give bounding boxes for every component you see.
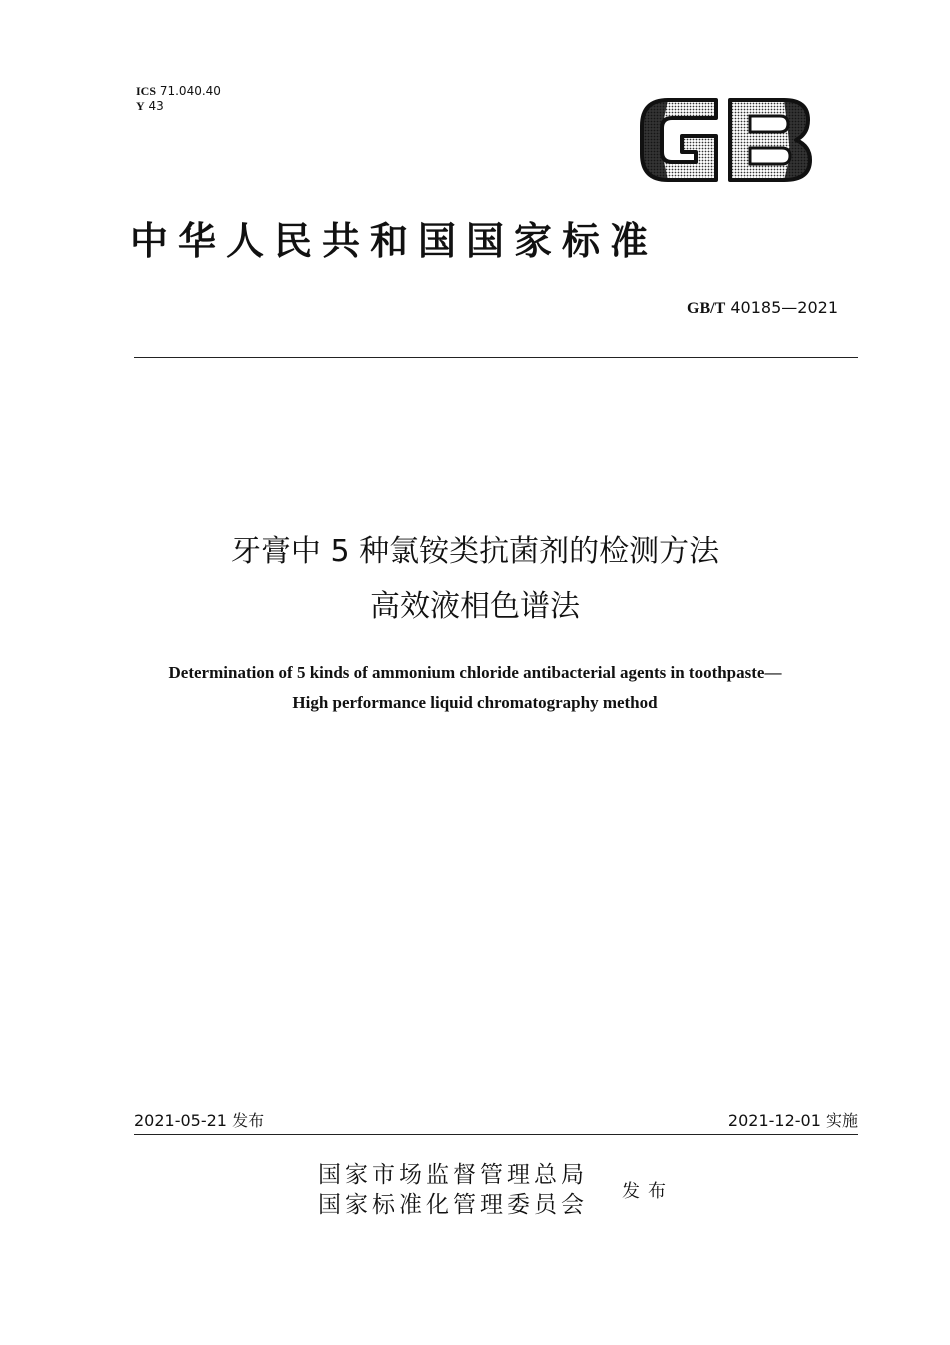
top-divider [134,357,858,358]
ccs-code: 43 [148,99,164,113]
standard-number [687,298,838,318]
national-standard-title: 中华人民共和国国家标准 [130,218,659,263]
effective-date: 2021-12-01 实施 [727,1111,858,1130]
publisher-sac: 国家标准化管理委员会 [318,1192,588,1218]
publishers [318,1160,588,1220]
english-title-line-1: Determination of 5 kinds of ammonium chloride antibacterial agents in toothpaste— [168,663,782,682]
publisher-samr: 国家市场监督管理总局 [318,1162,588,1188]
standard-prefix: GB/T [687,300,726,317]
bottom-divider [134,1134,858,1135]
classification-codes [136,84,221,114]
ics-line [136,84,221,99]
publish-label: 发布 [622,1181,674,1202]
ics-code: 71.040.40 [159,84,221,98]
ccs-line [136,99,221,114]
issue-date: 2021-05-21 发布 [134,1111,265,1130]
ics-key: ICS [136,84,157,98]
standard-code: 40185—2021 [730,298,838,317]
english-title-line-2: High performance liquid chromatography method [292,693,658,712]
chinese-title-line-2: 高效液相色谱法 [370,589,580,624]
ccs-key: Y [136,99,145,113]
gb-logo [638,96,812,184]
chinese-title-line-1: 牙膏中 5 种氯铵类抗菌剂的检测方法 [230,534,720,569]
